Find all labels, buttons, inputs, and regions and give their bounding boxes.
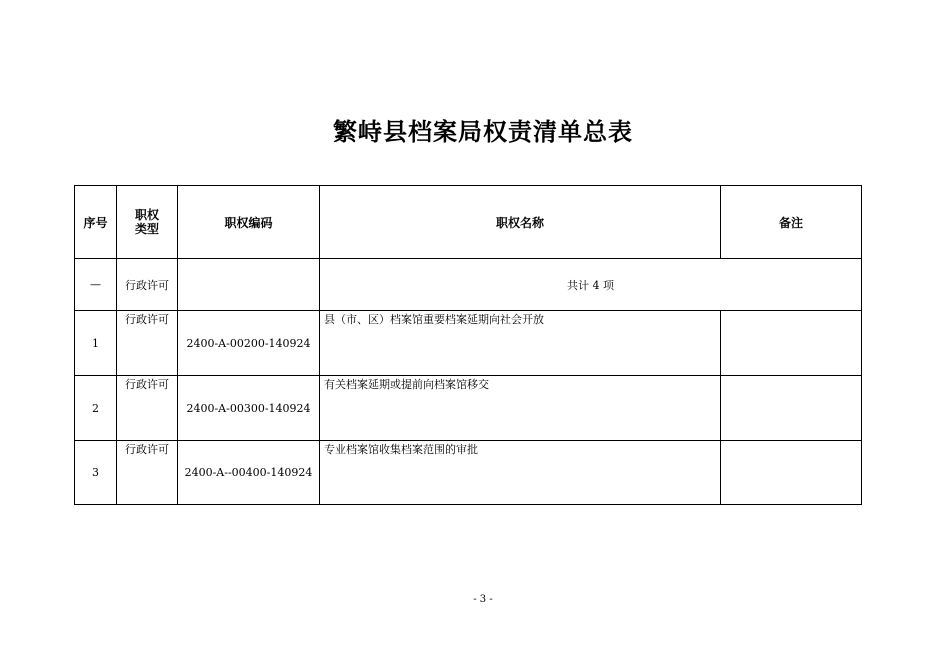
header-type-line2: 类型: [134, 222, 159, 236]
table-row: [75, 311, 862, 376]
table-row: [75, 376, 862, 441]
row-no: 2: [75, 376, 117, 441]
row-name: 有关档案延期或提前向档案馆移交: [320, 376, 721, 441]
header-type: [117, 186, 178, 259]
row-remark: [721, 311, 862, 376]
summary-total: 共计 4 项: [320, 259, 862, 311]
row-name: 专业档案馆收集档案范围的审批: [320, 441, 721, 505]
powers-table: [74, 185, 862, 505]
page-number: - 3 -: [473, 594, 493, 605]
header-no: 序号: [75, 186, 117, 259]
row-no: 3: [75, 441, 117, 505]
table-header-row: [75, 186, 862, 259]
row-code: 2400-A-00200-140924: [178, 311, 320, 376]
summary-code: [178, 259, 320, 311]
summary-row: [75, 259, 862, 311]
table-row: [75, 441, 862, 505]
header-code: 职权编码: [178, 186, 320, 259]
row-no: 1: [75, 311, 117, 376]
row-type: 行政许可: [117, 376, 178, 441]
header-type-line1: 职权: [134, 208, 159, 222]
row-type: 行政许可: [117, 441, 178, 505]
row-code: 2400-A-00300-140924: [178, 376, 320, 441]
header-name: 职权名称: [320, 186, 721, 259]
summary-type: 行政许可: [117, 259, 178, 311]
row-name: 县（市、区）档案馆重要档案延期向社会开放: [320, 311, 721, 376]
row-type: 行政许可: [117, 311, 178, 376]
page-title: 繁峙县档案局权责清单总表: [333, 118, 633, 146]
row-remark: [721, 376, 862, 441]
header-remark: 备注: [721, 186, 862, 259]
summary-no: —: [75, 259, 117, 311]
row-code: 2400-A--00400-140924: [178, 441, 320, 505]
row-remark: [721, 441, 862, 505]
